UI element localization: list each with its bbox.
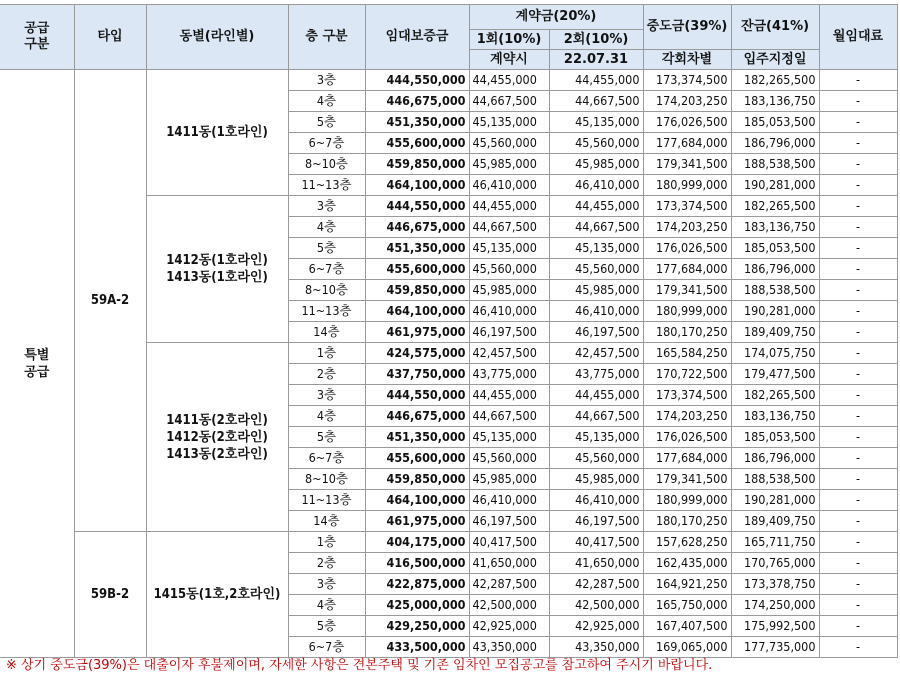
deposit-cell: 446,675,000 xyxy=(365,217,469,238)
deposit-cell: 446,675,000 xyxy=(365,406,469,427)
monthly-cell: - xyxy=(819,490,897,511)
floor-cell: 5층 xyxy=(288,616,365,637)
contract-1-cell: 44,667,500 xyxy=(469,217,549,238)
monthly-cell: - xyxy=(819,406,897,427)
monthly-cell: - xyxy=(819,511,897,532)
middle-cell: 177,684,000 xyxy=(643,448,731,469)
deposit-cell: 446,675,000 xyxy=(365,91,469,112)
contract-1-cell: 46,197,500 xyxy=(469,322,549,343)
balance-cell: 165,711,750 xyxy=(731,532,819,553)
floor-cell: 1층 xyxy=(288,343,365,364)
deposit-cell: 455,600,000 xyxy=(365,133,469,154)
floor-cell: 3층 xyxy=(288,385,365,406)
deposit-cell: 461,975,000 xyxy=(365,511,469,532)
floor-cell: 5층 xyxy=(288,238,365,259)
balance-cell: 186,796,000 xyxy=(731,133,819,154)
balance-cell: 182,265,500 xyxy=(731,70,819,91)
deposit-cell: 433,500,000 xyxy=(365,637,469,658)
middle-cell: 173,374,500 xyxy=(643,196,731,217)
deposit-cell: 464,100,000 xyxy=(365,301,469,322)
supply-group-cell: 특별 공급 xyxy=(0,70,74,658)
monthly-cell: - xyxy=(819,301,897,322)
balance-cell: 188,538,500 xyxy=(731,469,819,490)
middle-cell: 170,722,500 xyxy=(643,364,731,385)
deposit-cell: 451,350,000 xyxy=(365,427,469,448)
rent-schedule-table xyxy=(0,4,898,658)
header-building: 동별(라인별) xyxy=(146,5,288,70)
contract-1-cell: 42,457,500 xyxy=(469,343,549,364)
contract-1-cell: 44,455,000 xyxy=(469,385,549,406)
monthly-cell: - xyxy=(819,112,897,133)
header-supply xyxy=(0,5,74,70)
middle-cell: 180,999,000 xyxy=(643,301,731,322)
floor-cell: 5층 xyxy=(288,112,365,133)
middle-cell: 173,374,500 xyxy=(643,70,731,91)
contract-2-cell: 46,410,000 xyxy=(549,175,643,196)
deposit-cell: 455,600,000 xyxy=(365,448,469,469)
contract-2-cell: 45,560,000 xyxy=(549,133,643,154)
contract-1-cell: 44,667,500 xyxy=(469,406,549,427)
contract-2-cell: 42,925,000 xyxy=(549,616,643,637)
floor-cell: 8~10층 xyxy=(288,280,365,301)
middle-cell: 174,203,250 xyxy=(643,217,731,238)
contract-1-cell: 42,500,000 xyxy=(469,595,549,616)
deposit-cell: 424,575,000 xyxy=(365,343,469,364)
balance-cell: 185,053,500 xyxy=(731,238,819,259)
middle-cell: 167,407,500 xyxy=(643,616,731,637)
contract-2-cell: 44,667,500 xyxy=(549,91,643,112)
table-row xyxy=(0,70,897,91)
header-contract-2-when: 22.07.31 xyxy=(549,50,643,70)
deposit-cell: 425,000,000 xyxy=(365,595,469,616)
floor-cell: 14층 xyxy=(288,322,365,343)
middle-cell: 180,170,250 xyxy=(643,322,731,343)
contract-1-cell: 43,350,000 xyxy=(469,637,549,658)
contract-1-cell: 44,455,000 xyxy=(469,196,549,217)
monthly-cell: - xyxy=(819,448,897,469)
balance-cell: 189,409,750 xyxy=(731,511,819,532)
building-cell: 1412동(1호라인) 1413동(1호라인) xyxy=(146,196,288,343)
monthly-cell: - xyxy=(819,154,897,175)
floor-cell: 4층 xyxy=(288,91,365,112)
monthly-cell: - xyxy=(819,196,897,217)
deposit-cell: 451,350,000 xyxy=(365,238,469,259)
floor-cell: 8~10층 xyxy=(288,469,365,490)
middle-cell: 174,203,250 xyxy=(643,406,731,427)
deposit-cell: 444,550,000 xyxy=(365,196,469,217)
deposit-cell: 459,850,000 xyxy=(365,280,469,301)
contract-1-cell: 46,410,000 xyxy=(469,175,549,196)
header-balance: 잔금(41%) xyxy=(731,5,819,50)
contract-2-cell: 45,135,000 xyxy=(549,112,643,133)
balance-cell: 186,796,000 xyxy=(731,448,819,469)
floor-cell: 11~13층 xyxy=(288,490,365,511)
balance-cell: 179,477,500 xyxy=(731,364,819,385)
floor-cell: 8~10층 xyxy=(288,154,365,175)
contract-2-cell: 40,417,500 xyxy=(549,532,643,553)
middle-cell: 174,203,250 xyxy=(643,91,731,112)
contract-2-cell: 42,457,500 xyxy=(549,343,643,364)
contract-2-cell: 41,650,000 xyxy=(549,553,643,574)
deposit-cell: 444,550,000 xyxy=(365,385,469,406)
middle-cell: 177,684,000 xyxy=(643,133,731,154)
contract-2-cell: 46,410,000 xyxy=(549,490,643,511)
contract-1-cell: 45,135,000 xyxy=(469,427,549,448)
contract-2-cell: 44,667,500 xyxy=(549,217,643,238)
floor-cell: 6~7층 xyxy=(288,133,365,154)
monthly-cell: - xyxy=(819,574,897,595)
floor-cell: 14층 xyxy=(288,511,365,532)
building-cell: 1411동(2호라인) 1412동(2호라인) 1413동(2호라인) xyxy=(146,343,288,532)
balance-cell: 185,053,500 xyxy=(731,427,819,448)
contract-2-cell: 46,410,000 xyxy=(549,301,643,322)
middle-cell: 176,026,500 xyxy=(643,427,731,448)
header-contract: 계약금(20%) xyxy=(469,5,643,30)
middle-cell: 157,628,250 xyxy=(643,532,731,553)
middle-cell: 162,435,000 xyxy=(643,553,731,574)
contract-1-cell: 44,667,500 xyxy=(469,91,549,112)
balance-cell: 173,378,750 xyxy=(731,574,819,595)
contract-1-cell: 45,135,000 xyxy=(469,238,549,259)
contract-1-cell: 46,410,000 xyxy=(469,301,549,322)
contract-1-cell: 45,560,000 xyxy=(469,448,549,469)
monthly-cell: - xyxy=(819,91,897,112)
header-supply-text: 공급 구분 xyxy=(24,21,50,52)
balance-cell: 186,796,000 xyxy=(731,259,819,280)
contract-2-cell: 42,500,000 xyxy=(549,595,643,616)
header-contract-2: 2회(10%) xyxy=(549,30,643,50)
building-cell: 1415동(1호,2호라인) xyxy=(146,532,288,658)
table-row xyxy=(0,532,897,553)
floor-cell: 4층 xyxy=(288,595,365,616)
monthly-cell: - xyxy=(819,385,897,406)
contract-2-cell: 45,985,000 xyxy=(549,280,643,301)
middle-cell: 179,341,500 xyxy=(643,469,731,490)
balance-cell: 185,053,500 xyxy=(731,112,819,133)
contract-1-cell: 45,985,000 xyxy=(469,154,549,175)
contract-1-cell: 41,650,000 xyxy=(469,553,549,574)
balance-cell: 183,136,750 xyxy=(731,406,819,427)
contract-2-cell: 44,455,000 xyxy=(549,196,643,217)
middle-cell: 165,750,000 xyxy=(643,595,731,616)
contract-2-cell: 45,560,000 xyxy=(549,259,643,280)
monthly-cell: - xyxy=(819,595,897,616)
monthly-cell: - xyxy=(819,259,897,280)
middle-cell: 180,999,000 xyxy=(643,175,731,196)
balance-cell: 189,409,750 xyxy=(731,322,819,343)
contract-1-cell: 45,135,000 xyxy=(469,112,549,133)
contract-2-cell: 46,197,500 xyxy=(549,511,643,532)
deposit-cell: 416,500,000 xyxy=(365,553,469,574)
deposit-cell: 444,550,000 xyxy=(365,70,469,91)
monthly-cell: - xyxy=(819,133,897,154)
header-middle-when: 각회차별 xyxy=(643,50,731,70)
middle-cell: 180,999,000 xyxy=(643,490,731,511)
contract-2-cell: 43,350,000 xyxy=(549,637,643,658)
floor-cell: 2층 xyxy=(288,553,365,574)
middle-cell: 177,684,000 xyxy=(643,259,731,280)
deposit-cell: 459,850,000 xyxy=(365,154,469,175)
contract-1-cell: 46,410,000 xyxy=(469,490,549,511)
footnote: ※ 상기 중도금(39%)은 대출이자 후불제이며, 자세한 사항은 견본주택 및 기존 임차인 모집공고를 참고하여 주시기 바랍니다. xyxy=(6,658,713,673)
contract-2-cell: 45,985,000 xyxy=(549,154,643,175)
table-body xyxy=(0,70,897,658)
deposit-cell: 459,850,000 xyxy=(365,469,469,490)
contract-1-cell: 42,287,500 xyxy=(469,574,549,595)
header-type: 타입 xyxy=(74,5,146,70)
monthly-cell: - xyxy=(819,343,897,364)
floor-cell: 4층 xyxy=(288,406,365,427)
contract-2-cell: 42,287,500 xyxy=(549,574,643,595)
middle-cell: 169,065,000 xyxy=(643,637,731,658)
header-middle: 중도금(39%) xyxy=(643,5,731,50)
floor-cell: 3층 xyxy=(288,574,365,595)
header-monthly: 월임대료 xyxy=(819,5,897,70)
balance-cell: 177,735,000 xyxy=(731,637,819,658)
balance-cell: 190,281,000 xyxy=(731,490,819,511)
middle-cell: 165,584,250 xyxy=(643,343,731,364)
floor-cell: 4층 xyxy=(288,217,365,238)
floor-cell: 2층 xyxy=(288,364,365,385)
building-cell: 1411동(1호라인) xyxy=(146,70,288,196)
deposit-cell: 422,875,000 xyxy=(365,574,469,595)
monthly-cell: - xyxy=(819,553,897,574)
floor-cell: 6~7층 xyxy=(288,637,365,658)
floor-cell: 6~7층 xyxy=(288,448,365,469)
floor-cell: 11~13층 xyxy=(288,175,365,196)
header-floor: 층 구분 xyxy=(288,5,365,70)
floor-cell: 3층 xyxy=(288,196,365,217)
monthly-cell: - xyxy=(819,637,897,658)
middle-cell: 179,341,500 xyxy=(643,154,731,175)
balance-cell: 190,281,000 xyxy=(731,175,819,196)
contract-1-cell: 43,775,000 xyxy=(469,364,549,385)
monthly-cell: - xyxy=(819,175,897,196)
balance-cell: 174,075,750 xyxy=(731,343,819,364)
contract-2-cell: 44,455,000 xyxy=(549,385,643,406)
monthly-cell: - xyxy=(819,280,897,301)
monthly-cell: - xyxy=(819,238,897,259)
contract-1-cell: 46,197,500 xyxy=(469,511,549,532)
floor-cell: 5층 xyxy=(288,427,365,448)
floor-cell: 1층 xyxy=(288,532,365,553)
balance-cell: 182,265,500 xyxy=(731,196,819,217)
monthly-cell: - xyxy=(819,469,897,490)
deposit-cell: 404,175,000 xyxy=(365,532,469,553)
contract-1-cell: 40,417,500 xyxy=(469,532,549,553)
contract-1-cell: 45,985,000 xyxy=(469,469,549,490)
contract-1-cell: 45,985,000 xyxy=(469,280,549,301)
balance-cell: 190,281,000 xyxy=(731,301,819,322)
monthly-cell: - xyxy=(819,616,897,637)
deposit-cell: 464,100,000 xyxy=(365,175,469,196)
middle-cell: 179,341,500 xyxy=(643,280,731,301)
contract-2-cell: 44,667,500 xyxy=(549,406,643,427)
deposit-cell: 455,600,000 xyxy=(365,259,469,280)
deposit-cell: 461,975,000 xyxy=(365,322,469,343)
middle-cell: 173,374,500 xyxy=(643,385,731,406)
contract-2-cell: 45,135,000 xyxy=(549,238,643,259)
header-balance-when: 입주지정일 xyxy=(731,50,819,70)
floor-cell: 3층 xyxy=(288,70,365,91)
deposit-cell: 464,100,000 xyxy=(365,490,469,511)
balance-cell: 183,136,750 xyxy=(731,217,819,238)
header-contract-1: 1회(10%) xyxy=(469,30,549,50)
middle-cell: 176,026,500 xyxy=(643,112,731,133)
middle-cell: 164,921,250 xyxy=(643,574,731,595)
balance-cell: 188,538,500 xyxy=(731,154,819,175)
contract-1-cell: 44,455,000 xyxy=(469,70,549,91)
middle-cell: 176,026,500 xyxy=(643,238,731,259)
deposit-cell: 429,250,000 xyxy=(365,616,469,637)
balance-cell: 170,765,000 xyxy=(731,553,819,574)
header-deposit: 임대보증금 xyxy=(365,5,469,70)
table-header xyxy=(0,5,897,70)
monthly-cell: - xyxy=(819,217,897,238)
type-cell: 59B-2 xyxy=(74,532,146,658)
contract-1-cell: 42,925,000 xyxy=(469,616,549,637)
balance-cell: 182,265,500 xyxy=(731,385,819,406)
monthly-cell: - xyxy=(819,532,897,553)
contract-2-cell: 43,775,000 xyxy=(549,364,643,385)
deposit-cell: 437,750,000 xyxy=(365,364,469,385)
contract-1-cell: 45,560,000 xyxy=(469,133,549,154)
balance-cell: 183,136,750 xyxy=(731,91,819,112)
contract-2-cell: 45,985,000 xyxy=(549,469,643,490)
balance-cell: 175,992,500 xyxy=(731,616,819,637)
monthly-cell: - xyxy=(819,364,897,385)
monthly-cell: - xyxy=(819,70,897,91)
floor-cell: 6~7층 xyxy=(288,259,365,280)
contract-2-cell: 44,455,000 xyxy=(549,70,643,91)
middle-cell: 180,170,250 xyxy=(643,511,731,532)
balance-cell: 174,250,000 xyxy=(731,595,819,616)
contract-2-cell: 45,560,000 xyxy=(549,448,643,469)
floor-cell: 11~13층 xyxy=(288,301,365,322)
header-contract-1-when: 계약시 xyxy=(469,50,549,70)
contract-2-cell: 45,135,000 xyxy=(549,427,643,448)
type-cell: 59A-2 xyxy=(74,70,146,532)
monthly-cell: - xyxy=(819,322,897,343)
contract-2-cell: 46,197,500 xyxy=(549,322,643,343)
balance-cell: 188,538,500 xyxy=(731,280,819,301)
deposit-cell: 451,350,000 xyxy=(365,112,469,133)
contract-1-cell: 45,560,000 xyxy=(469,259,549,280)
monthly-cell: - xyxy=(819,427,897,448)
